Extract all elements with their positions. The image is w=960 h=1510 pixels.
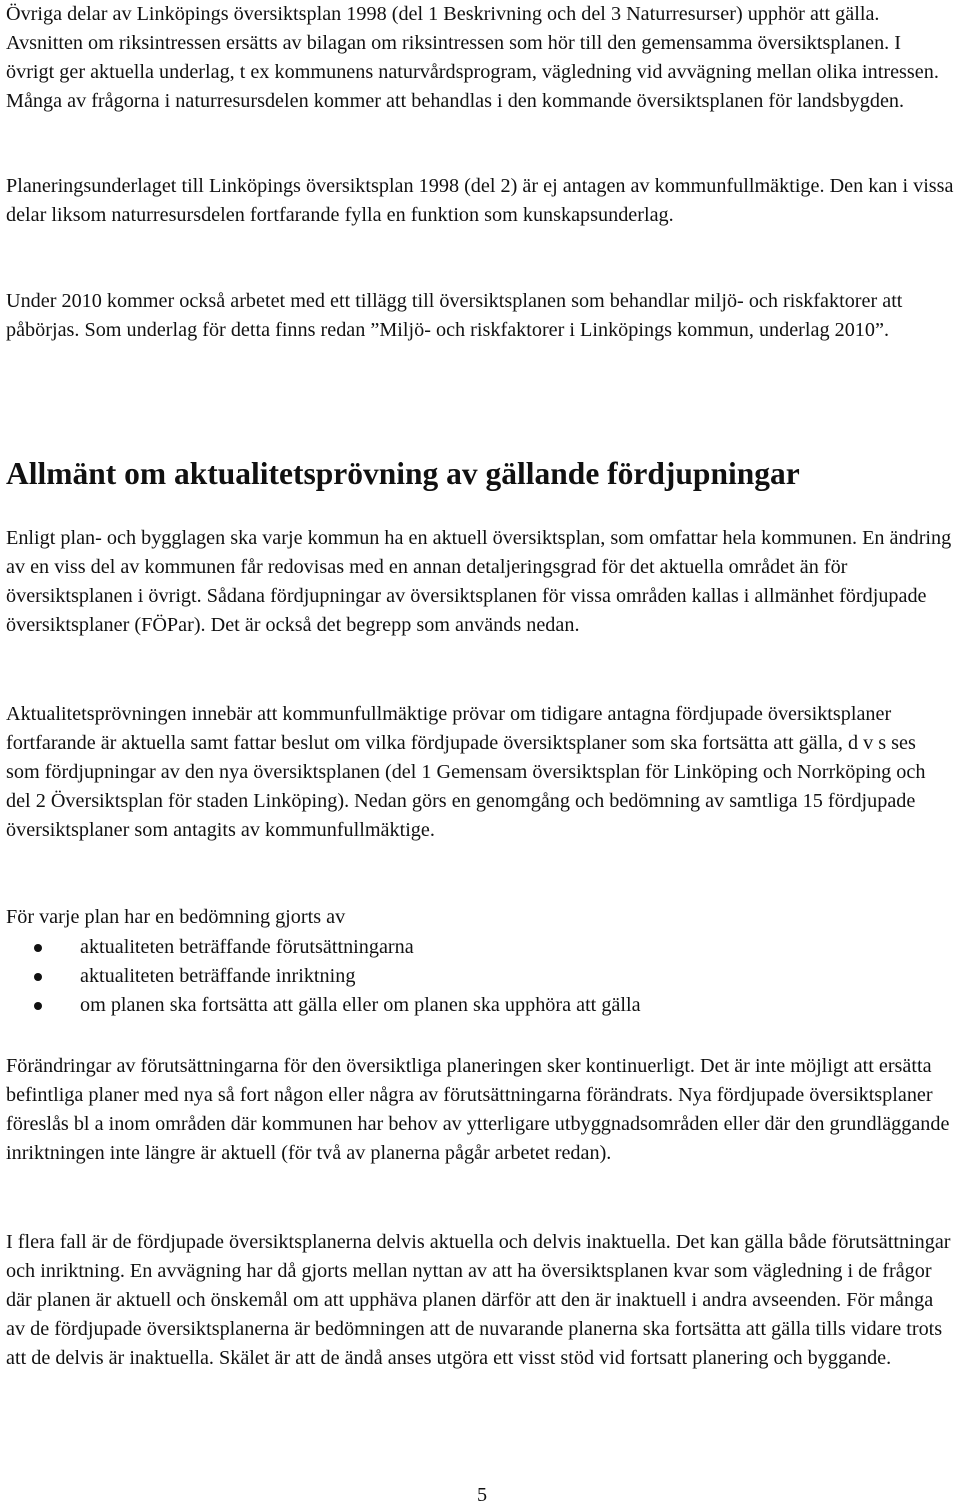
closing-paragraph-1: Förändringar av förutsättningarna för den översiktliga planeringen sker kontinuerligt. Det är inte möjligt att ersätta befintliga planer med nya så fort någon eller några av förutsättningarna förändrats. Nya fördjupade översiktsplaner föreslås bl a inom områden där kommunen har behov av ytterligare utbyggnadsområden eller där den grundläggande inriktningen inte längre är aktuell (för två av planerna pågår arbetet redan). bbox=[6, 1055, 950, 1164]
page-number: 5 bbox=[476, 1484, 488, 1506]
intro-paragraph-1: Övriga delar av Linköpings översiktsplan 1998 (del 1 Beskrivning och del 3 Naturresurser) upphör att gälla. Avsnitten om riksintressen ersätts av bilagan om riksintressen som hör till den gemensamma översiktsplanen. I övrigt ger aktuella underlag, t ex kommunens naturvårdsprogram, vägledning vid avvägning mellan olika intressen. Många av frågorna i naturresursdelen kommer att behandlas i den kommande översiktsplanen för landsbygden. bbox=[6, 3, 939, 112]
section-paragraph-1: Enligt plan- och bygglagen ska varje kommun ha en aktuell översiktsplan, som omfattar hela kommunen. En ändring av en viss del av kommunen får redovisas med en annan detaljeringsgrad för det aktuella området än för översiktsplanen i övrigt. Sådana fördjupningar av översiktsplanen för vissa områden kallas i allmänhet fördjupade översiktsplaner (FÖPar). Det är också det begrepp som används nedan. bbox=[6, 527, 952, 636]
list-item-text: om planen ska fortsätta att gälla eller om planen ska upphöra att gälla bbox=[80, 994, 641, 1016]
bullet-icon bbox=[34, 1002, 42, 1010]
list-item bbox=[6, 991, 954, 1020]
list-item-text: aktualiteten beträffande inriktning bbox=[80, 965, 356, 987]
list-item-text: aktualiteten beträffande förutsättningarna bbox=[80, 936, 414, 958]
section-paragraph-2: Aktualitetsprövningen innebär att kommunfullmäktige prövar om tidigare antagna fördjupade översiktsplaner fortfarande är aktuella samt fattar beslut om vilka fördjupade översiktsplaner som ska fortsätta att gälla, d v s ses som fördjupningar av den nya översiktsplanen (del 1 Gemensam översiktsplan för Linköping och Norrköping och del 2 Översiktsplan för staden Linköping). Nedan görs en genomgång och bedömning av samtliga 15 fördjupade översiktsplaner som antagits av kommunfullmäktige. bbox=[6, 703, 926, 841]
intro-paragraph-3: Under 2010 kommer också arbetet med ett tillägg till översiktsplanen som behandlar miljö- och riskfaktorer att påbörjas. Som underlag för detta finns redan ”Miljö- och riskfaktorer i Linköpings kommun, underlag 2010”. bbox=[6, 290, 903, 341]
bullet-icon bbox=[34, 973, 42, 981]
bullet-icon bbox=[34, 944, 42, 952]
assessment-list bbox=[6, 933, 954, 1020]
closing-paragraph-2: I flera fall är de fördjupade översiktsplanerna delvis aktuella och delvis inaktuella. Det kan gälla både förutsättningar och inriktning. En avvägning har då gjorts mellan nyttan av att ha översiktsplanen kvar som vägledning i de frågor där planen är aktuell och önskemål om att upphäva planen därför att den är inaktuell i andra avseenden. För många av de fördjupade översiktsplanerna är bedömningen att de nuvarande planerna ska fortsätta att gälla tills vidare trots att de delvis är inaktuella. Skälet är att de ändå anses utgöra ett visst stöd vid fortsatt planering och byggande. bbox=[6, 1231, 951, 1369]
intro-paragraph-2: Planeringsunderlaget till Linköpings översiktsplan 1998 (del 2) är ej antagen av kommunfullmäktige. Den kan i vissa delar liksom naturresursdelen fortfarande fylla en funktion som kunskapsunderlag. bbox=[6, 175, 954, 226]
list-item bbox=[6, 933, 954, 962]
list-item bbox=[6, 962, 954, 991]
list-intro: För varje plan har en bedömning gjorts av bbox=[6, 906, 346, 928]
section-heading: Allmänt om aktualitetsprövning av gällande fördjupningar bbox=[6, 456, 800, 491]
